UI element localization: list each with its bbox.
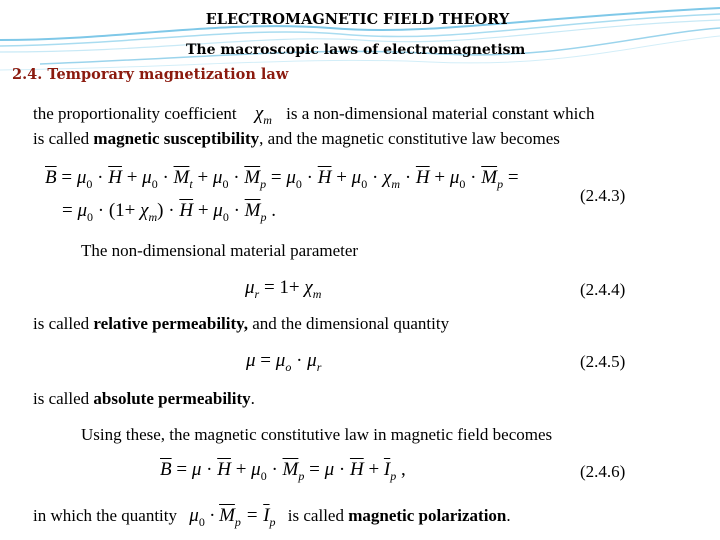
paragraph-line: The non-dimensional material parameter [81,241,359,260]
text-span: , and the magnetic constitutive law becomes [259,129,560,148]
equation-number: (2.4.4) [580,280,626,299]
text-span: in which the quantity [33,506,178,525]
text-span: is a non-dimensional material constant which [286,104,595,123]
paragraph-line [33,389,255,409]
text-span: . [250,389,255,408]
text-span: is called [33,129,94,148]
paragraph-line [33,314,449,334]
section-heading: 2.4. Temporary magnetization law [12,66,289,83]
text-span: is called [287,506,349,525]
page-title: ELECTROMAGNETIC FIELD THEORY [205,11,510,28]
term-relative-permeability: relative permeability, [93,314,248,333]
text-span: and the dimensional quantity [247,314,450,333]
text-span: is called [33,314,94,333]
equation-2-4-3-line2: = $\mu_0 \cdot (1+ \chi_m) \cdot \overline{H} + \mu_0 \cdot \overline{M}_p$ . [62,200,276,224]
term-magnetic-susceptibility: magnetic susceptibility [93,129,260,148]
equation-number: (2.4.6) [580,462,626,481]
equation-2-4-5: $\mu = \mu_o \cdot \mu_r$ [246,350,322,374]
term-absolute-permeability: absolute permeability [93,389,251,408]
polarization-expression: $\mu_0 \cdot \overline{M}_p = \overline{I}_p$ [189,505,276,529]
equation-2-4-6: $\overline{B} = \mu \cdot \overline{H} + \mu_0 \cdot \overline{M}_p = \mu \cdot \overline{H} + \overline{I}_p$ , [160,459,406,483]
equation-number: (2.4.3) [580,186,626,205]
text-span: . [506,506,511,525]
text-span: the proportionality coefficient [33,104,237,123]
equation-2-4-3-line1: $\overline{B} = \mu_0 \cdot \overline{H} + \mu_0 \cdot \overline{M}_t + \mu_0 \cdot \overline{M}_p = \mu_0 \cdot \overline{H} + \mu_0 \cdot \chi_m \cdot \overline{H} + \mu_0 \cdot \overline{M}_p$ = [45,167,519,191]
term-magnetic-polarization: magnetic polarization [348,506,507,525]
text-span: is called [33,389,94,408]
equation-number: (2.4.5) [580,352,626,371]
paragraph-line: Using these, the magnetic constitutive law in magnetic field becomes [81,425,553,444]
chi-symbol: $\chi_m$ [254,103,272,127]
paragraph-line [33,505,511,530]
equation-2-4-4: $\mu_r = 1+ \chi_m$ [245,277,322,301]
paragraph-line [33,129,560,149]
page-subtitle: The macroscopic laws of electromagnetism [186,42,526,58]
paragraph-line [33,103,594,128]
